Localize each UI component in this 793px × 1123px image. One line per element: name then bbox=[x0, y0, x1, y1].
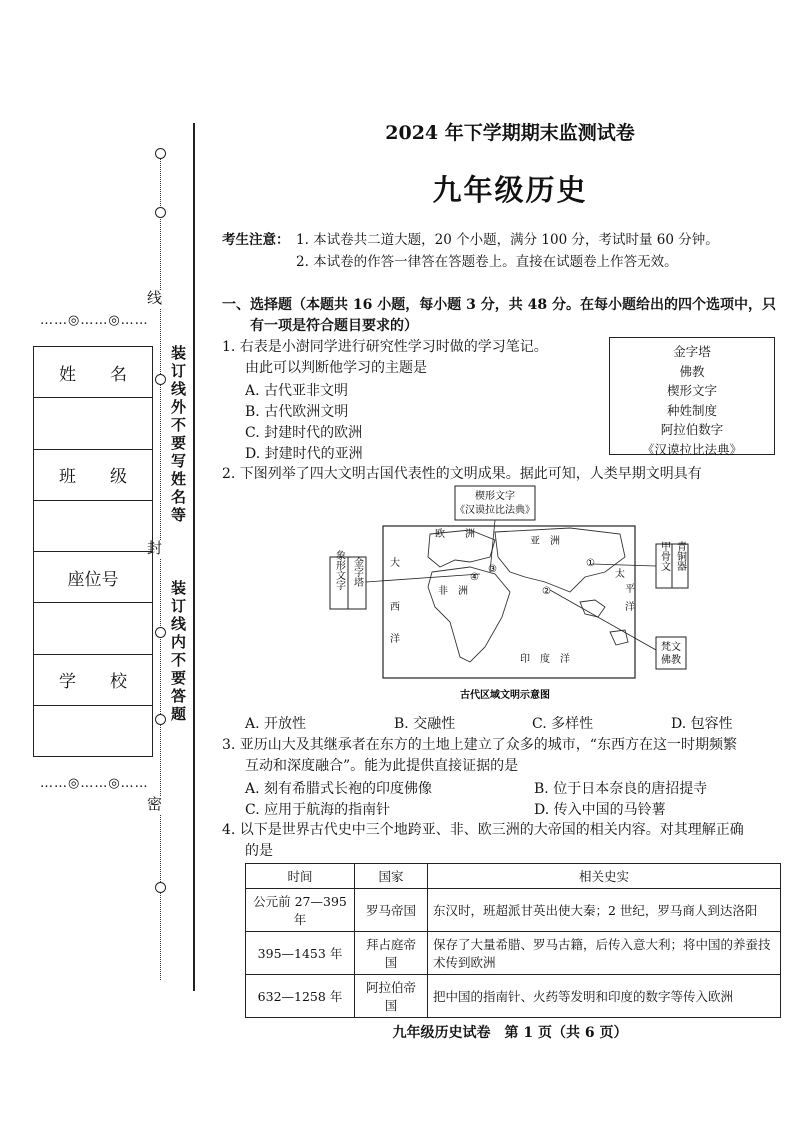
map-marker-1: ① bbox=[586, 558, 595, 569]
binding-dots-bottom: ……◎……◎…… bbox=[40, 776, 149, 791]
q2-stem: 2. 下图列举了四大文明古国代表性的文明成果。据此可知，人类早期文明具有 bbox=[222, 466, 702, 482]
seat-field[interactable] bbox=[34, 603, 152, 654]
cell-country: 拜占庭帝国 bbox=[355, 932, 428, 975]
note-item: 佛教 bbox=[679, 363, 705, 379]
map-label-atlantic-2: 西 bbox=[390, 602, 400, 613]
cell-country: 罗马帝国 bbox=[355, 889, 428, 932]
table-row bbox=[246, 975, 781, 1018]
name-label: 姓 名 bbox=[34, 347, 152, 398]
cell-facts: 保存了大量希腊、罗马古籍，后传入意大利；将中国的养蚕技术传到欧洲 bbox=[428, 932, 781, 975]
q3-option-b[interactable]: B. 位于日本奈良的唐招提寺 bbox=[534, 781, 708, 797]
map-box-top-text-1: 楔形文字 bbox=[475, 491, 515, 502]
empires-table bbox=[245, 863, 781, 1018]
page-footer: 九年级历史试卷 第 1 页（共 6 页） bbox=[392, 1025, 628, 1041]
binding-dots-top: ……◎……◎…… bbox=[40, 313, 149, 328]
notice-label: 考生注意： bbox=[222, 232, 290, 248]
map-label-atlantic-3: 洋 bbox=[390, 634, 400, 645]
map-marker-2: ② bbox=[542, 586, 551, 597]
q3-option-d[interactable]: D. 传入中国的马铃薯 bbox=[534, 802, 666, 818]
table-row bbox=[246, 889, 781, 932]
notice-line-2: 2. 本试卷的作答一律答在答题卷上。直接在试题卷上作答无效。 bbox=[296, 254, 678, 270]
study-notes-box bbox=[609, 337, 775, 455]
q3-option-a[interactable]: A. 刻有希腊式长袍的印度佛像 bbox=[245, 781, 433, 797]
map-label-pacific-2: 平 bbox=[625, 584, 635, 595]
note-item: 《汉谟拉比法典》 bbox=[641, 441, 742, 457]
header-time: 时间 bbox=[246, 864, 355, 889]
table-row bbox=[246, 932, 781, 975]
map-box-right-a-text: 甲骨文 bbox=[658, 541, 670, 571]
map-box-left-a-text: 象形文字 bbox=[333, 550, 345, 590]
header-country: 国家 bbox=[355, 864, 428, 889]
binding-circle bbox=[155, 148, 166, 159]
q3-stem-line-2: 互动和深度融合”。能为此提供直接证据的是 bbox=[245, 758, 519, 774]
map-label-pacific-1: 太 bbox=[615, 569, 625, 580]
map-box-br-text-2: 佛教 bbox=[661, 655, 681, 666]
exam-title: 2024 年下学期期末监测试卷 bbox=[385, 122, 635, 144]
q2-option-d[interactable]: D. 包容性 bbox=[671, 716, 733, 732]
q1-option-b[interactable]: B. 古代欧洲文明 bbox=[245, 404, 349, 420]
map-box-br-text-1: 梵文 bbox=[661, 642, 681, 653]
map-label-europe: 欧 洲 bbox=[435, 529, 475, 540]
cell-time: 632—1258 年 bbox=[246, 975, 355, 1018]
map-caption: 古代区域文明示意图 bbox=[460, 690, 550, 701]
map-label-atlantic-1: 大 bbox=[390, 558, 400, 569]
cell-facts: 东汉时，班超派甘英出使大秦；2 世纪，罗马商人到达洛阳 bbox=[428, 889, 781, 932]
seat-label: 座位号 bbox=[34, 552, 152, 603]
binding-circle bbox=[155, 714, 166, 725]
q3-option-c[interactable]: C. 应用于航海的指南针 bbox=[245, 802, 391, 818]
binding-line bbox=[193, 123, 195, 991]
q2-option-a[interactable]: A. 开放性 bbox=[245, 716, 307, 732]
notice-line-1: 1. 本试卷共二道大题，20 个小题，满分 100 分，考试时量 60 分钟。 bbox=[296, 232, 719, 248]
section-heading-line-1: 一、选择题（本题共 16 小题，每小题 3 分，共 48 分。在每小题给出的四个选项中，只 bbox=[222, 297, 776, 313]
binding-label-seal: 封 bbox=[145, 540, 163, 558]
section-heading-line-2: 有一项是符合题目要求的） bbox=[250, 318, 418, 334]
civilization-map bbox=[320, 482, 690, 704]
exam-subtitle: 九年级历史 bbox=[432, 173, 588, 207]
q4-stem-line-1: 4. 以下是世界古代史中三个地跨亚、非、欧三洲的大帝国的相关内容。对其理解正确 bbox=[222, 822, 744, 838]
q2-option-b[interactable]: B. 交融性 bbox=[394, 716, 456, 732]
map-box-right-b-text: 青铜器 bbox=[674, 541, 686, 571]
note-item: 金字塔 bbox=[673, 344, 711, 359]
cell-facts: 把中国的指南针、火药等发明和印度的数字等传入欧洲 bbox=[428, 975, 781, 1018]
q1-option-a[interactable]: A. 古代亚非文明 bbox=[245, 383, 349, 399]
map-box-left-b-text: 金字塔 bbox=[351, 557, 363, 587]
binding-circle bbox=[155, 207, 166, 218]
q3-stem-line-1: 3. 亚历山大及其继承者在东方的土地上建立了众多的城市，“东西方在这一时期频繁 bbox=[222, 737, 737, 753]
binding-circle bbox=[155, 882, 166, 893]
note-item: 楔形文字 bbox=[666, 383, 717, 398]
q2-option-c[interactable]: C. 多样性 bbox=[532, 716, 594, 732]
note-item: 阿拉伯数字 bbox=[660, 422, 724, 437]
binding-label-line: 线 bbox=[145, 290, 163, 308]
class-field[interactable] bbox=[34, 501, 152, 552]
note-item: 种姓制度 bbox=[666, 402, 717, 418]
header-facts: 相关史实 bbox=[428, 864, 781, 889]
student-info-table bbox=[33, 346, 153, 757]
class-label: 班 级 bbox=[34, 450, 152, 501]
map-label-pacific-3: 洋 bbox=[625, 602, 635, 613]
binding-dotted-line bbox=[160, 150, 161, 980]
q1-stem-line-2: 由此可以判断他学习的主题是 bbox=[245, 360, 427, 376]
binding-warning-bottom: 装订线内不要答题 bbox=[169, 580, 187, 724]
map-label-indian: 印 度 洋 bbox=[520, 654, 570, 665]
binding-circle bbox=[155, 374, 166, 385]
cell-country: 阿拉伯帝国 bbox=[355, 975, 428, 1018]
cell-time: 公元前 27—395 年 bbox=[246, 889, 355, 932]
map-marker-3: ③ bbox=[488, 564, 497, 575]
school-label: 学 校 bbox=[34, 655, 152, 706]
q4-stem-line-2: 的是 bbox=[245, 843, 273, 859]
map-box-top-text-2: 《汉谟拉比法典》 bbox=[455, 505, 535, 516]
binding-warning-top: 装订线外不要写姓名等 bbox=[169, 345, 187, 525]
q1-option-d[interactable]: D. 封建时代的亚洲 bbox=[245, 446, 363, 462]
school-field[interactable] bbox=[34, 706, 152, 756]
name-field[interactable] bbox=[34, 398, 152, 449]
cell-time: 395—1453 年 bbox=[246, 932, 355, 975]
q1-option-c[interactable]: C. 封建时代的欧洲 bbox=[245, 425, 363, 441]
table-header-row bbox=[246, 864, 781, 889]
map-label-asia: 亚 洲 bbox=[530, 536, 560, 547]
binding-label-secret: 密 bbox=[145, 796, 163, 814]
map-label-africa: 非 洲 bbox=[438, 586, 468, 597]
binding-circle bbox=[155, 627, 166, 638]
q1-stem-line-1: 1. 右表是小澍同学进行研究性学习时做的学习笔记。 bbox=[222, 339, 548, 355]
map-marker-4: ④ bbox=[470, 572, 479, 583]
